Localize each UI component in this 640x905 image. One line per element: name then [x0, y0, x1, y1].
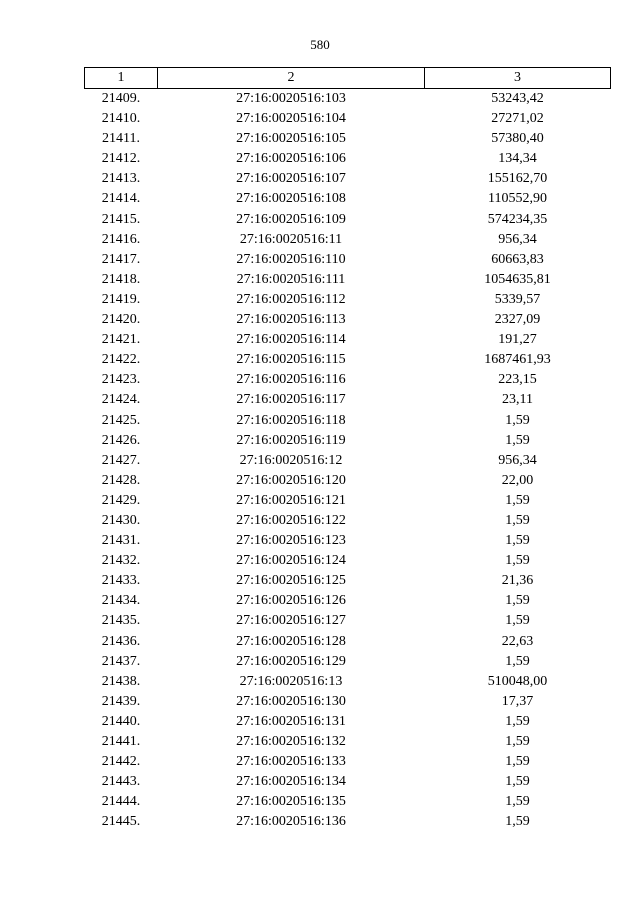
- table-row: [85, 431, 611, 451]
- value-cell: 134,34: [498, 151, 537, 167]
- value-cell: 22,00: [501, 472, 534, 488]
- table-row: [85, 471, 611, 491]
- value-cell: 1,59: [505, 533, 530, 549]
- row-number-cell: 21426.: [101, 432, 141, 448]
- cadastral-number-cell: 27:16:0020516:122: [236, 512, 346, 528]
- cadastral-number-cell: 27:16:0020516:136: [236, 814, 346, 830]
- cadastral-number-cell: 27:16:0020516:12: [239, 452, 343, 468]
- row-number-cell: 21440.: [101, 713, 141, 729]
- cadastral-number-cell: 27:16:0020516:118: [236, 412, 346, 428]
- row-number-cell: 21424.: [101, 392, 141, 408]
- row-number-cell: 21444.: [101, 794, 141, 810]
- cadastral-number-cell: 27:16:0020516:107: [236, 171, 346, 187]
- value-cell: 1,59: [505, 432, 530, 448]
- table-row: [85, 330, 611, 350]
- value-cell: 1,59: [505, 412, 530, 428]
- cadastral-number-cell: 27:16:0020516:129: [236, 653, 346, 669]
- value-cell: 1,59: [505, 713, 530, 729]
- row-number-cell: 21415.: [101, 211, 141, 227]
- row-number-cell: 21412.: [101, 151, 141, 167]
- table-header: [85, 68, 611, 89]
- table-row: [85, 370, 611, 390]
- value-cell: 5339,57: [494, 291, 541, 307]
- row-number-cell: 21438.: [101, 673, 141, 689]
- value-cell: 27271,02: [491, 111, 544, 127]
- cadastral-number-cell: 27:16:0020516:115: [236, 352, 346, 368]
- value-cell: 1,59: [505, 814, 530, 830]
- value-cell: 510048,00: [487, 673, 548, 689]
- cadastral-number-cell: 27:16:0020516:127: [236, 613, 346, 629]
- cadastral-number-cell: 27:16:0020516:133: [236, 754, 346, 770]
- table-row: [85, 611, 611, 631]
- table-row: [85, 652, 611, 672]
- value-cell: 1,59: [505, 492, 530, 508]
- value-cell: 60663,83: [491, 251, 544, 267]
- value-cell: 574234,35: [487, 211, 548, 227]
- cadastral-number-cell: 27:16:0020516:108: [236, 191, 346, 207]
- row-number-cell: 21419.: [101, 291, 141, 307]
- table-row: [85, 712, 611, 732]
- value-cell: 57380,40: [491, 131, 544, 147]
- row-number-cell: 21427.: [101, 452, 141, 468]
- table-row: [85, 169, 611, 189]
- value-cell: 53243,42: [491, 91, 544, 106]
- row-number-cell: 21439.: [101, 693, 141, 709]
- cadastral-number-cell: 27:16:0020516:134: [236, 774, 346, 790]
- cadastral-number-cell: 27:16:0020516:132: [236, 734, 346, 749]
- table-row: [85, 270, 611, 290]
- cadastral-number-cell: 27:16:0020516:109: [236, 211, 346, 227]
- value-cell: 1,59: [505, 553, 530, 569]
- cadastral-number-cell: 27:16:0020516:11: [239, 231, 343, 247]
- row-number-cell: 21430.: [101, 512, 141, 528]
- cadastral-number-cell: 27:16:0020516:116: [236, 372, 346, 388]
- cadastral-number-cell: 27:16:0020516:113: [236, 312, 346, 328]
- cadastral-number-cell: 27:16:0020516:13: [239, 673, 343, 689]
- page-number: 580: [310, 37, 330, 52]
- value-cell: 1687461,93: [484, 352, 551, 368]
- row-number-cell: 21437.: [101, 653, 141, 669]
- table-row: [85, 89, 611, 110]
- cadastral-number-cell: 27:16:0020516:117: [236, 392, 346, 408]
- cadastral-number-cell: 27:16:0020516:135: [236, 794, 346, 810]
- value-cell: 1,59: [505, 794, 530, 810]
- row-number-cell: 21436.: [101, 633, 141, 649]
- table-row: [85, 350, 611, 370]
- value-cell: 956,34: [498, 452, 537, 468]
- row-number-cell: 21428.: [101, 472, 141, 488]
- cadastral-number-cell: 27:16:0020516:126: [236, 593, 346, 609]
- value-cell: 1,59: [505, 613, 530, 629]
- value-cell: 110552,90: [488, 191, 547, 207]
- row-number-cell: 21417.: [101, 251, 141, 267]
- value-cell: 23,11: [502, 392, 533, 408]
- table-row: [85, 109, 611, 129]
- table-row: [85, 230, 611, 250]
- value-cell: 1,59: [505, 593, 530, 609]
- table-row: [85, 210, 611, 230]
- cadastral-number-cell: 27:16:0020516:124: [236, 553, 346, 569]
- table-row: [85, 511, 611, 531]
- table-row: [85, 310, 611, 330]
- value-cell: 21,36: [501, 573, 534, 589]
- row-number-cell: 21441.: [101, 734, 141, 749]
- row-number-cell: 21416.: [101, 231, 141, 247]
- table-row: [85, 411, 611, 431]
- row-number-cell: 21429.: [101, 492, 141, 508]
- cadastral-number-cell: 27:16:0020516:121: [236, 492, 346, 508]
- table-row: [85, 772, 611, 792]
- row-number-cell: 21445.: [101, 814, 141, 830]
- value-cell: 1,59: [505, 512, 530, 528]
- value-cell: 1,59: [505, 653, 530, 669]
- cadastral-number-cell: 27:16:0020516:105: [236, 131, 346, 147]
- row-number-cell: 21433.: [101, 573, 141, 589]
- data-table: [84, 67, 611, 832]
- row-number-cell: 21413.: [101, 171, 141, 187]
- row-number-cell: 21421.: [101, 332, 141, 348]
- cadastral-number-cell: 27:16:0020516:128: [236, 633, 346, 649]
- value-cell: 191,27: [498, 332, 537, 348]
- row-number-cell: 21435.: [101, 613, 141, 629]
- value-cell: 956,34: [498, 231, 537, 247]
- column-header-2: 2: [158, 68, 425, 89]
- cadastral-number-cell: 27:16:0020516:110: [236, 251, 346, 267]
- header-row: [85, 68, 611, 89]
- table-row: [85, 672, 611, 692]
- column-header-1: 1: [85, 68, 158, 89]
- table-row: [85, 591, 611, 611]
- table-row: [85, 290, 611, 310]
- row-number-cell: 21418.: [101, 271, 141, 287]
- row-number-cell: 21425.: [101, 412, 141, 428]
- row-number-cell: 21442.: [101, 754, 141, 770]
- cadastral-number-cell: 27:16:0020516:103: [236, 91, 346, 106]
- table-row: [85, 491, 611, 511]
- cadastral-number-cell: 27:16:0020516:125: [236, 573, 346, 589]
- cadastral-number-cell: 27:16:0020516:112: [236, 291, 346, 307]
- cadastral-number-cell: 27:16:0020516:131: [236, 713, 346, 729]
- row-number-cell: 21410.: [101, 111, 141, 127]
- row-number-cell: 21434.: [101, 593, 141, 609]
- row-number-cell: 21420.: [101, 312, 141, 328]
- table-row: [85, 732, 611, 752]
- value-cell: 22,63: [501, 633, 534, 649]
- table-row: [85, 390, 611, 410]
- row-number-cell: 21432.: [101, 553, 141, 569]
- table-row: [85, 692, 611, 712]
- column-header-3: 3: [425, 68, 611, 89]
- table-row: [85, 792, 611, 812]
- row-number-cell: 21409.: [101, 91, 141, 106]
- value-cell: 155162,70: [487, 171, 548, 187]
- table-row: [85, 189, 611, 209]
- table-row: [85, 149, 611, 169]
- row-number-cell: 21443.: [101, 774, 141, 790]
- value-cell: 1,59: [505, 754, 530, 770]
- table-row: [85, 812, 611, 832]
- row-number-cell: 21431.: [101, 533, 141, 549]
- table-row: [85, 632, 611, 652]
- value-cell: 1,59: [505, 774, 530, 790]
- row-number-cell: 21411.: [102, 131, 140, 147]
- table-row: [85, 451, 611, 471]
- value-cell: 17,37: [501, 693, 534, 709]
- table-row: [85, 250, 611, 270]
- value-cell: 223,15: [498, 372, 537, 388]
- cadastral-number-cell: 27:16:0020516:114: [236, 332, 346, 348]
- table-row: [85, 129, 611, 149]
- row-number-cell: 21422.: [101, 352, 141, 368]
- cadastral-number-cell: 27:16:0020516:119: [236, 432, 346, 448]
- cadastral-number-cell: 27:16:0020516:123: [236, 533, 346, 549]
- table-body: [85, 89, 611, 833]
- value-cell: 2327,09: [494, 312, 541, 328]
- cadastral-number-cell: 27:16:0020516:130: [236, 693, 346, 709]
- cadastral-number-cell: 27:16:0020516:111: [236, 271, 346, 287]
- row-number-cell: 21414.: [101, 191, 141, 207]
- cadastral-number-cell: 27:16:0020516:106: [236, 151, 346, 167]
- table-row: [85, 571, 611, 591]
- cadastral-number-cell: 27:16:0020516:120: [236, 472, 346, 488]
- table-row: [85, 551, 611, 571]
- value-cell: 1,59: [505, 734, 530, 749]
- table-row: [85, 752, 611, 772]
- row-number-cell: 21423.: [101, 372, 141, 388]
- value-cell: 1054635,81: [484, 271, 551, 287]
- table-row: [85, 531, 611, 551]
- cadastral-number-cell: 27:16:0020516:104: [236, 111, 346, 127]
